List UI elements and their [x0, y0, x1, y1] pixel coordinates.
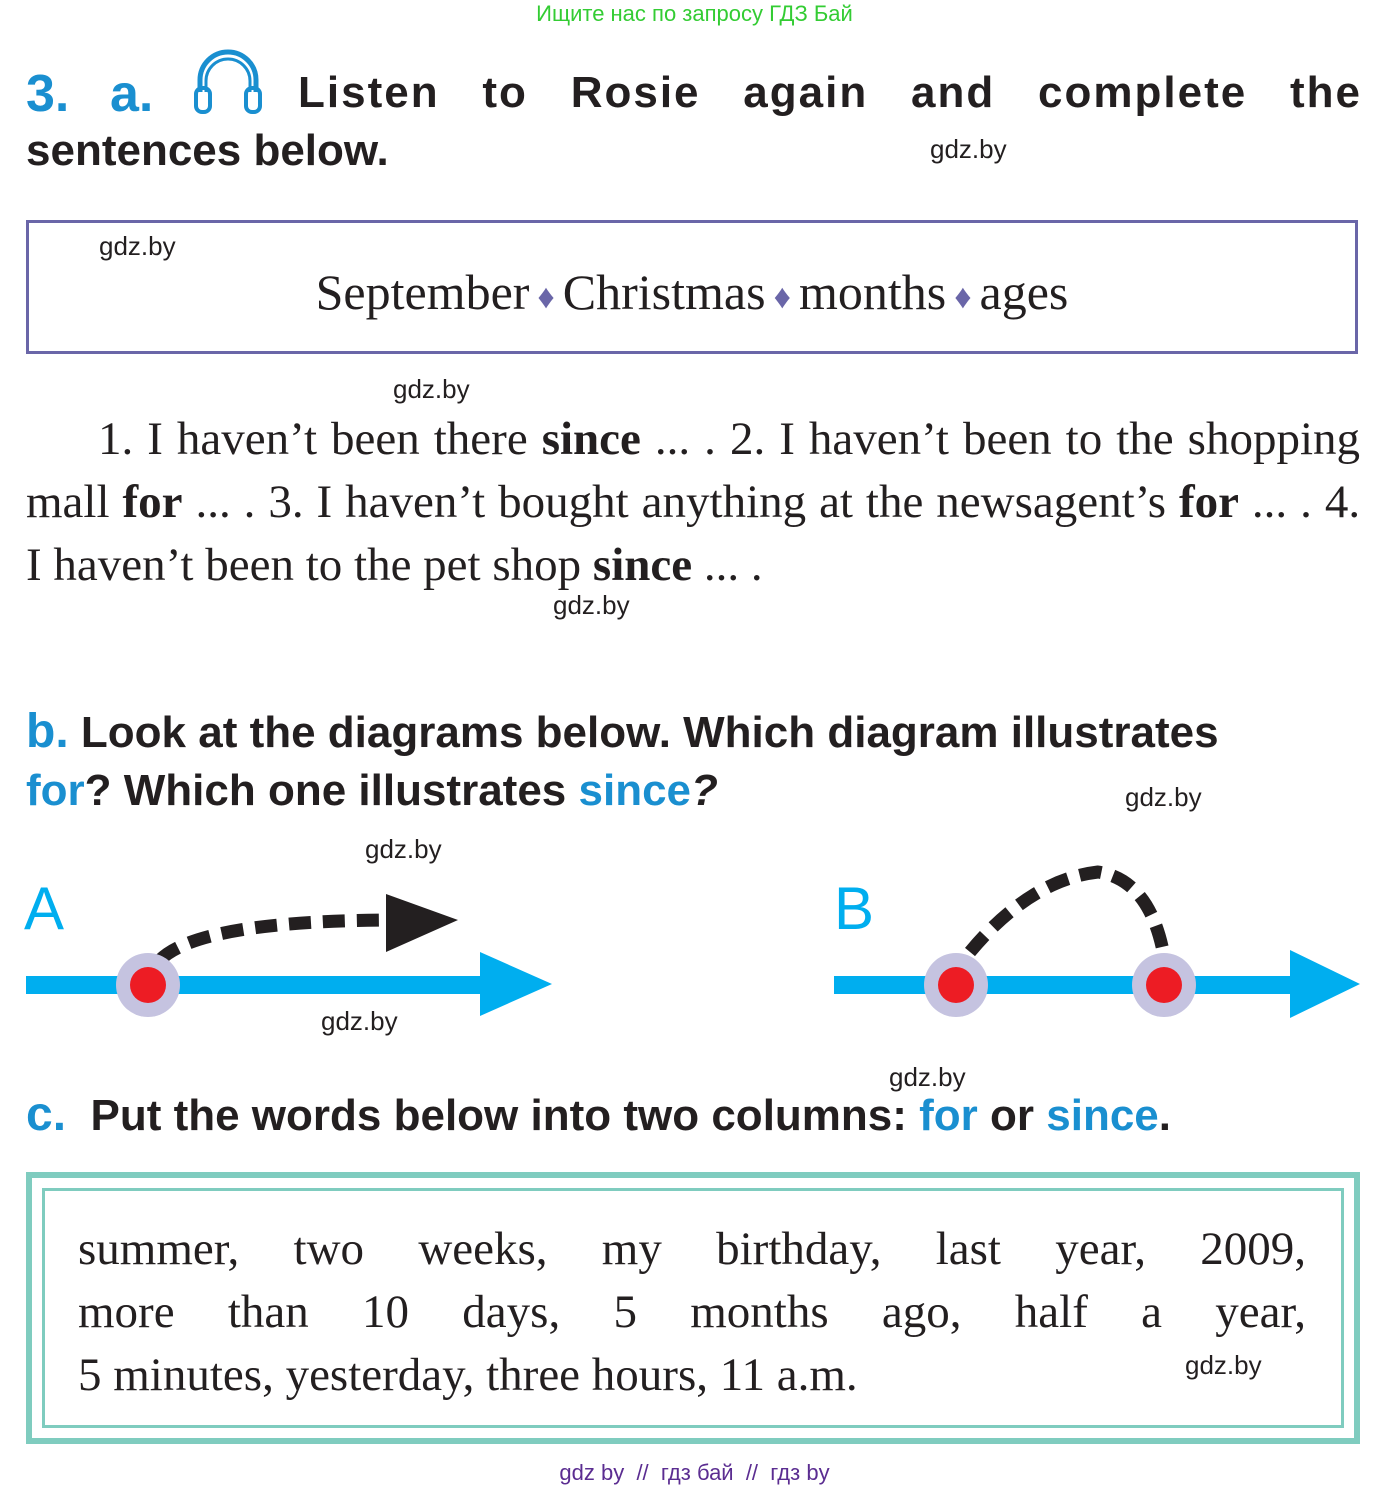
watermark: gdz.by: [365, 834, 442, 864]
word-bank-item: ages: [979, 264, 1069, 320]
watermark: gdz.by: [99, 231, 176, 261]
words-line-3: 5 minutes, yesterday, three hours, 11 a.m.: [78, 1349, 858, 1401]
watermark: gdz.by: [1185, 1350, 1262, 1380]
diamond-icon: ♦: [537, 278, 555, 316]
words-line-1: summer, two weeks, my birthday, last year, 2009,: [78, 1223, 1306, 1275]
diamond-icon: ♦: [773, 278, 791, 316]
diagram-a: [20, 880, 560, 1030]
word-bank: [29, 263, 1355, 321]
sentence-2: 2. I haven’t been to the shopping mall for ... .: [26, 413, 1361, 528]
watermark: gdz.by: [321, 1006, 398, 1036]
word-bank-item: months: [798, 264, 947, 320]
headphones-icon[interactable]: [190, 44, 266, 116]
part-a-instruction-line2: sentences below.: [26, 126, 389, 175]
part-c-letter: c.: [26, 1088, 67, 1141]
sentence-1: 1. I haven’t been there since ... .: [98, 413, 716, 465]
watermark: gdz.by: [393, 374, 470, 404]
footer-links[interactable]: gdz by // гдз бай // гдз by: [559, 1460, 830, 1485]
word-bank-item: Christmas: [562, 264, 766, 320]
words-line-2: more than 10 days, 5 months ago, half a year,: [78, 1286, 1306, 1338]
sentence-3: 3. I haven’t bought anything at the newsagent’s for ... .: [268, 476, 1312, 528]
part-b-letter: b.: [26, 705, 69, 758]
word-bank-item: September: [315, 264, 530, 320]
sentences-paragraph: [26, 408, 1360, 597]
part-b-instruction: b. Look at the diagrams below. Which diagram illustrates for? Which one illustrates since?: [26, 705, 1219, 815]
watermark: gdz.by: [930, 134, 1007, 164]
watermark: gdz.by: [889, 1062, 966, 1092]
watermark: gdz.by: [1125, 782, 1202, 812]
diamond-icon: ♦: [954, 278, 972, 316]
part-a-letter: a.: [110, 65, 154, 123]
part-a-instruction-line1: Listen to Rosie again and complete the: [298, 68, 1362, 117]
top-banner[interactable]: Ищите нас по запросу ГДЗ Бай: [536, 1, 853, 26]
diagram-b-label: B: [834, 875, 875, 942]
watermark: gdz.by: [553, 590, 630, 620]
part-c-instruction: c. Put the words below into two columns: for or since.: [26, 1088, 1171, 1141]
word-bank-box: [26, 220, 1358, 354]
exercise-number: 3.: [26, 65, 70, 123]
words-list: [78, 1218, 1306, 1407]
diagram-a-label: A: [24, 875, 65, 942]
diagram-b: [830, 860, 1370, 1030]
sentence-4: 4. I haven’t been to the pet shop since ... .: [26, 476, 1361, 591]
